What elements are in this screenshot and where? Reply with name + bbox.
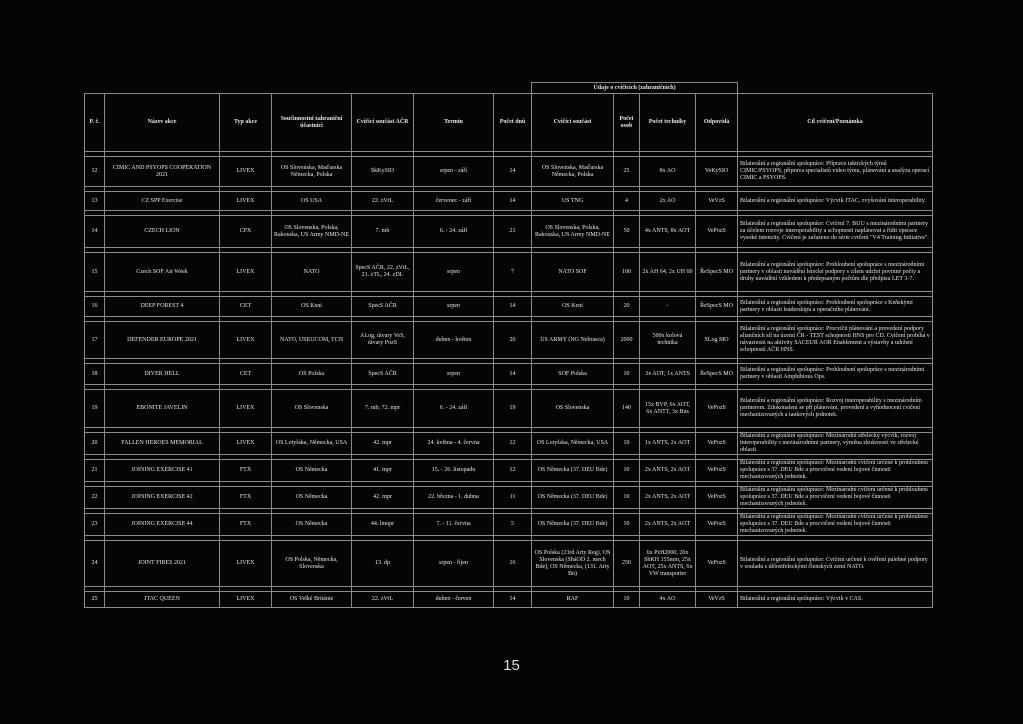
cell-foreign-unit: NATO SOF	[532, 253, 614, 292]
cell-no: 13	[85, 192, 105, 211]
cell-note: Bilaterální a regionální spolupráce: Cvičení 7. BUU s mezinárodními partnery za účelem rozvoje interoperability a schopnosti naplánovat a řídit operace vysoké intenzity. Cvičení je zařazeno do série cvičení "V4 Training Initiative".	[738, 216, 933, 248]
table-row	[85, 460, 933, 482]
cell-term: 6. - 24. září	[414, 390, 494, 428]
table-row	[85, 487, 933, 509]
cell-unit: 7. mb, 72. mpr	[352, 390, 414, 428]
cell-name: DEEP FOREST 4	[105, 297, 220, 317]
table-row	[85, 364, 933, 385]
cell-name: CZECH LION	[105, 216, 220, 248]
col-header: Počet osob	[614, 94, 640, 152]
cell-note: Bilaterální a regionální spolupráce: Rozvoj interoperability s mezinárodním partnerem. Zdokonalení se při plánování, provedení a vyhodnocení cvičení mechanizovaných a tankových jednotek.	[738, 390, 933, 428]
cell-days: 19	[494, 390, 532, 428]
cell-persons: 10	[614, 487, 640, 509]
cell-partners: OS Polska	[272, 364, 352, 385]
cell-foreign-unit: OS Slovenska	[532, 390, 614, 428]
cell-partners: OS Keni	[272, 297, 352, 317]
table-row	[85, 433, 933, 455]
cell-days: 12	[494, 433, 532, 455]
cell-equipment: 4x AO	[640, 592, 696, 608]
cell-unit: 13. dp	[352, 541, 414, 587]
cell-resp: ŘeSpecS MO	[696, 364, 738, 385]
cell-name: JOINT FIRES 2021	[105, 541, 220, 587]
cell-persons: 100	[614, 253, 640, 292]
cell-equipment: 2x ANTS, 2x AOT	[640, 514, 696, 536]
cell-foreign-unit: US TNG	[532, 192, 614, 211]
cell-resp: VeVzS	[696, 192, 738, 211]
cell-partners: OS Německa	[272, 460, 352, 482]
cell-note: Bilaterální a regionální spolupráce: Prohloubení spolupráce s Keňskými partnery v oblasti leadershipu a operačního plánování.	[738, 297, 933, 317]
cell-note: Bilaterální a regionální spolupráce: Výcvik v CAS.	[738, 592, 933, 608]
cell-resp: VePozS	[696, 216, 738, 248]
table-row	[85, 192, 933, 211]
exercise-table	[84, 82, 933, 608]
cell-no: 18	[85, 364, 105, 385]
cell-days: 7	[494, 253, 532, 292]
col-header: Cvičící součást AČR	[352, 94, 414, 152]
cell-note: Bilaterální a regionální spolupráce: Prohloubení spolupráce s mezinárodními partnery v oblasti Amphibious Ops.	[738, 364, 933, 385]
cell-equipment: 8x AO	[640, 157, 696, 187]
cell-equipment: 500x kolová technika	[640, 322, 696, 359]
cell-note: Bilaterální a regionální spolupráce: Příprava taktických týmů CIMIC/PSYOPS, příprava specialistů video týmu, plánování a analýza operací CIMIC a PSYOPS.	[738, 157, 933, 187]
cell-type: LIVEX	[220, 390, 272, 428]
cell-unit: SpecS AČR	[352, 364, 414, 385]
cell-partners: OS USA	[272, 192, 352, 211]
cell-foreign-unit: OS Keni	[532, 297, 614, 317]
cell-unit: 44. lmopr	[352, 514, 414, 536]
cell-resp: VeKySIO	[696, 157, 738, 187]
cell-term: 7. - 11. června	[414, 514, 494, 536]
col-header: Termín	[414, 94, 494, 152]
table-row	[85, 541, 933, 587]
cell-name: DIVER HELL	[105, 364, 220, 385]
cell-partners: NATO	[272, 253, 352, 292]
cell-resp: VePozS	[696, 390, 738, 428]
cell-persons: 10	[614, 460, 640, 482]
cell-persons: 140	[614, 390, 640, 428]
cell-no: 21	[85, 460, 105, 482]
cell-partners: OS Polska, Německa, Slovenska	[272, 541, 352, 587]
cell-partners: OS Slovenska, Polska, Rakouska, US Army NMD-NE	[272, 216, 352, 248]
cell-note: Bilaterální a regionální spolupráce: Mezinárodní střelecký výcvik, rozvoj interoperability s mezinárodními partnery, výměna zkušeností ve střelecké oblasti.	[738, 433, 933, 455]
cell-unit: SpecS AČR	[352, 297, 414, 317]
cell-type: FTX	[220, 487, 272, 509]
cell-unit: SpecS AČR, 22. zVrL, 21. zTL, 24. zDL	[352, 253, 414, 292]
table-row	[85, 253, 933, 292]
cell-type: LIVEX	[220, 157, 272, 187]
cell-term: srpen	[414, 297, 494, 317]
cell-term: 15. - 26. listopadu	[414, 460, 494, 482]
cell-equipment: 2x AH 64, 2x UH 60	[640, 253, 696, 292]
cell-type: FTX	[220, 460, 272, 482]
cell-no: 14	[85, 216, 105, 248]
cell-unit: 22. zVrL	[352, 192, 414, 211]
col-header: Typ akce	[220, 94, 272, 152]
cell-type: CET	[220, 364, 272, 385]
cell-partners: OS Německa	[272, 514, 352, 536]
cell-foreign-unit: OS Slovenska, Maďarska Německa, Polska	[532, 157, 614, 187]
cell-resp: VeVzS	[696, 592, 738, 608]
table-row	[85, 322, 933, 359]
cell-term: srpen	[414, 364, 494, 385]
cell-term: červenec - září	[414, 192, 494, 211]
cell-days: 5	[494, 514, 532, 536]
cell-term: 6. - 24. září	[414, 216, 494, 248]
cell-name: Czech SOF Air Week	[105, 253, 220, 292]
cell-resp: VePozS	[696, 514, 738, 536]
column-header-row	[85, 94, 933, 152]
col-header: Cvičící součást	[532, 94, 614, 152]
cell-persons: 25	[614, 157, 640, 187]
col-header: Cíl cvičení/Poznámka	[738, 94, 933, 152]
table-row	[85, 216, 933, 248]
cell-note: Bilaterální a regionální spolupráce: Procvičit plánování a provedení podpory aliančních sil na území ČR - TEST schopnosti HNS pro CD. Cvičení probíhá v návaznosti na aktivity SACEUR AOR Enablement a výstavby a udržení schopností AČR HNS.	[738, 322, 933, 359]
cell-foreign-unit: RAF	[532, 592, 614, 608]
cell-name: JOINING EXERCISE 44	[105, 514, 220, 536]
page-number: 15	[503, 657, 520, 674]
cell-equipment: 3x AOT, 1x ANTS	[640, 364, 696, 385]
cell-no: 19	[85, 390, 105, 428]
cell-no: 16	[85, 297, 105, 317]
cell-equipment: 1x ANTS, 2x AOT	[640, 433, 696, 455]
cell-term: duben - květen	[414, 322, 494, 359]
cell-foreign-unit: OS Německa (37. DEU Bde)	[532, 487, 614, 509]
cell-note: Bilaterální a regionální spolupráce: Mezinárodní cvičení určené k prohloubení spolupráce s 37. DEU Bde a procvičení vedení bojové činnosti mechanizovaných jednotek.	[738, 514, 933, 536]
table-row	[85, 157, 933, 187]
group-header-row	[85, 83, 933, 94]
col-header: Počet dnů	[494, 94, 532, 152]
cell-type: LIVEX	[220, 192, 272, 211]
cell-days: 20	[494, 322, 532, 359]
cell-type: LIVEX	[220, 253, 272, 292]
cell-type: FTX	[220, 514, 272, 536]
cell-foreign-unit: OS Lotyšska, Německa, USA	[532, 433, 614, 455]
cell-persons: 10	[614, 592, 640, 608]
cell-foreign-unit: SOF Polska	[532, 364, 614, 385]
cell-partners: OS Lotyšska, Německa, USA	[272, 433, 352, 455]
cell-equipment: 2x ANTS, 2x AOT	[640, 487, 696, 509]
cell-days: 11	[494, 487, 532, 509]
cell-no: 20	[85, 433, 105, 455]
cell-type: LIVEX	[220, 322, 272, 359]
cell-resp: ŘeSpecS MO	[696, 297, 738, 317]
cell-resp: VePozS	[696, 487, 738, 509]
cell-note: Bilaterální a regionální spolupráce: Mezinárodní cvičení určené k prohloubení spolupráce s 37. DEU Bde a procvičení vedení bojové činnosti mechanizovaných jednotek.	[738, 487, 933, 509]
cell-unit: 7. mb	[352, 216, 414, 248]
table-row	[85, 390, 933, 428]
cell-unit: 42. mpr	[352, 433, 414, 455]
table-body	[85, 152, 933, 608]
cell-type: CET	[220, 297, 272, 317]
cell-type: CPX	[220, 216, 272, 248]
cell-foreign-unit: OS Slovenska, Polska, Rakouska, US Army NMD-NE	[532, 216, 614, 248]
cell-name: EBONITE JAVELIN	[105, 390, 220, 428]
cell-foreign-unit: US ARMY (NG Nebrasca)	[532, 322, 614, 359]
cell-no: 17	[85, 322, 105, 359]
cell-partners: OS Slovenska	[272, 390, 352, 428]
cell-resp: VePozS	[696, 541, 738, 587]
col-header: Název akce	[105, 94, 220, 152]
cell-unit: 22. zVrL	[352, 592, 414, 608]
cell-no: 15	[85, 253, 105, 292]
cell-equipment: 4x ANTS, 8x AOT	[640, 216, 696, 248]
cell-no: 12	[85, 157, 105, 187]
col-header: P. č.	[85, 94, 105, 152]
col-header: Součinnostní zahraniční účastníci	[272, 94, 352, 152]
cell-no: 25	[85, 592, 105, 608]
cell-partners: OS Slovenska, Maďarska Německa, Polska	[272, 157, 352, 187]
cell-name: JOINING EXERCISE 42	[105, 487, 220, 509]
col-header: Počet techniky	[640, 94, 696, 152]
cell-name: CZ SPP Exercise	[105, 192, 220, 211]
cell-persons: 20	[614, 297, 640, 317]
cell-equipment: 2x ANTS, 2x AOT	[640, 460, 696, 482]
cell-name: FALLEN HEROES MEMORIAL	[105, 433, 220, 455]
table-row	[85, 514, 933, 536]
cell-note: Bilaterální a regionální spolupráce: Prohloubení spolupráce s mezinárodními partnery v oblasti navádění letecké podpory s cílem udržet povinné počty a druhy navádění vzhledem k předepsaným počtům dle předpisu LET 3-7.	[738, 253, 933, 292]
col-header: Odpovídá	[696, 94, 738, 152]
cell-name: JOINING EXERCISE 41	[105, 460, 220, 482]
cell-equipment: 15x BVP, 6x AOT, 6x ANTT, 3x Bus	[640, 390, 696, 428]
cell-unit: SkKySIO	[352, 157, 414, 187]
cell-term: srpen	[414, 253, 494, 292]
cell-days: 14	[494, 297, 532, 317]
cell-note: Bilaterální a regionální spolupráce: Cvičení určené k ověření palebné podpory v souladu s dělostřeleckými členských zemí NATO.	[738, 541, 933, 587]
table-row	[85, 297, 933, 317]
cell-term: 22. března - 1. dubna	[414, 487, 494, 509]
cell-note: Bilaterální a regionální spolupráce: Výcvik JTAC, zvyšování interoperability.	[738, 192, 933, 211]
cell-days: 21	[494, 216, 532, 248]
cell-days: 14	[494, 364, 532, 385]
cell-persons: 10	[614, 364, 640, 385]
cell-persons: 2000	[614, 322, 640, 359]
cell-persons: 10	[614, 514, 640, 536]
cell-unit: 41. mpr	[352, 460, 414, 482]
cell-persons: 50	[614, 216, 640, 248]
cell-unit: ALog, útvary VeS, útvary PozS	[352, 322, 414, 359]
cell-note: Bilaterální a regionální spolupráce: Mezinárodní cvičení určené k prohloubení spolupráce s 37. DEU Bde a procvičení vedení bojové činnosti mechanizovaných jednotek.	[738, 460, 933, 482]
cell-resp: VePozS	[696, 433, 738, 455]
cell-days: 16	[494, 541, 532, 587]
cell-foreign-unit: OS Německa (37. DEU Bde)	[532, 460, 614, 482]
cell-term: 24. května - 4. června	[414, 433, 494, 455]
cell-resp: SLog MO	[696, 322, 738, 359]
cell-days: 14	[494, 592, 532, 608]
cell-name: DEFENDER EUROPE 2021	[105, 322, 220, 359]
cell-foreign-unit: OS Polska (23rd Arty Reg), OS Slovenska (SháOD 2. mech Bde), OS Německa, (131. Arty Bn)	[532, 541, 614, 587]
cell-equipment: 2x AO	[640, 192, 696, 211]
cell-persons: 10	[614, 433, 640, 455]
cell-partners: OS Německa	[272, 487, 352, 509]
cell-no: 24	[85, 541, 105, 587]
group-header: Údaje o cvičících (zahraničních)	[532, 83, 738, 94]
cell-resp: VePozS	[696, 460, 738, 482]
cell-type: LIVEX	[220, 592, 272, 608]
cell-days: 14	[494, 192, 532, 211]
cell-persons: 4	[614, 192, 640, 211]
cell-name: JTAC QUEEN	[105, 592, 220, 608]
cell-type: LIVEX	[220, 541, 272, 587]
cell-type: LIVEX	[220, 433, 272, 455]
cell-equipment: -	[640, 297, 696, 317]
cell-name: CIMIC AND PSYOPS COOPERATION 2021	[105, 157, 220, 187]
cell-no: 22	[85, 487, 105, 509]
cell-foreign-unit: OS Německa (37. DEU Bde)	[532, 514, 614, 536]
cell-no: 23	[85, 514, 105, 536]
cell-equipment: 6x PzH2000, 20x ShKH 155mm, 25x AOT, 25x ANTS, 6x VW transporter	[640, 541, 696, 587]
cell-term: duben - červen	[414, 592, 494, 608]
cell-unit: 42. mpr	[352, 487, 414, 509]
cell-partners: OS Velké Británie	[272, 592, 352, 608]
cell-partners: NATO, USEUCOM, TCN	[272, 322, 352, 359]
cell-persons: 250	[614, 541, 640, 587]
cell-days: 12	[494, 460, 532, 482]
cell-resp: ŘeSpecS MO	[696, 253, 738, 292]
table-row	[85, 592, 933, 608]
cell-term: srpen - říjen	[414, 541, 494, 587]
cell-days: 14	[494, 157, 532, 187]
cell-term: srpen - září	[414, 157, 494, 187]
